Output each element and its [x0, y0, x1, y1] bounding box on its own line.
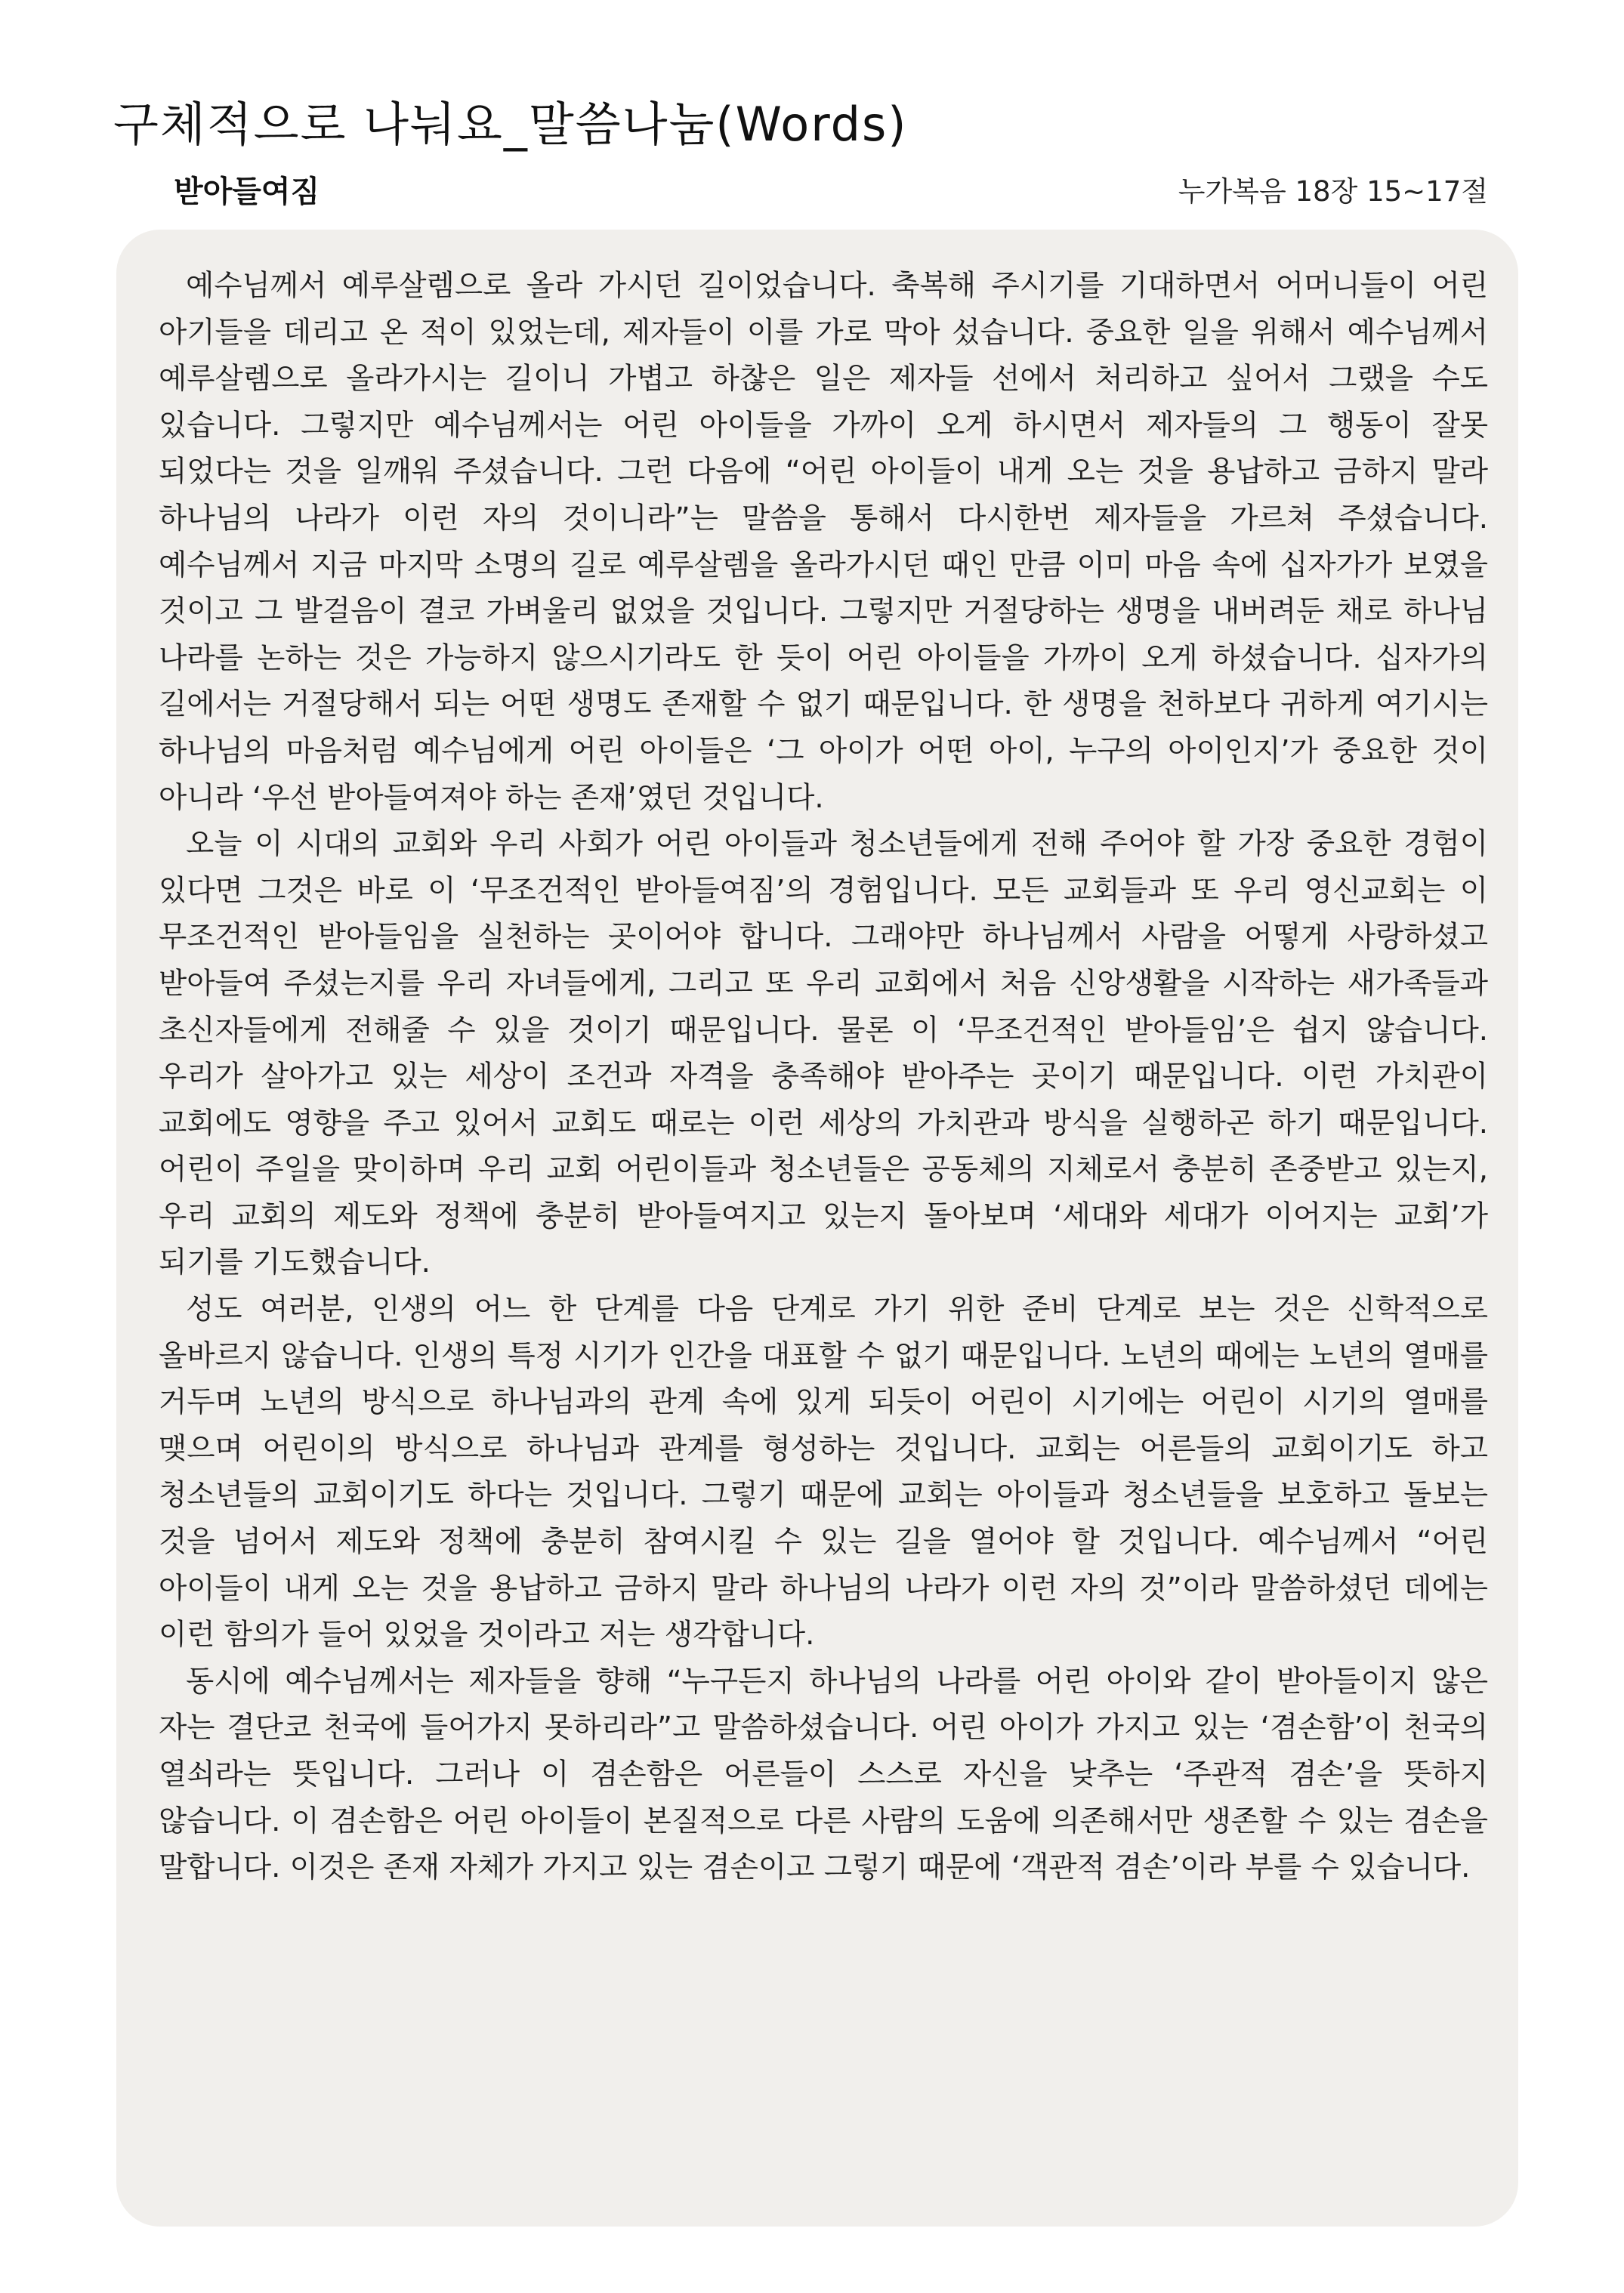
scripture-reference: 누가복음 18장 15~17절 [1178, 175, 1488, 208]
paragraph-4: 동시에 예수님께서는 제자들을 향해 “누구든지 하나님의 나라를 어린 아이와 같이 받아들이지 않은 자는 결단코 천국에 들어가지 못하리라”고 말씀하셨습니다. 어린 아이가 가지고 있는 ‘겸손함’이 천국의 열쇠라는 뜻입니다. 그러나 이 겸손함은 어른들이 스스로 자신을 낮추는 ‘주관적 겸손’을 뜻하지 않습니다. 이 겸손함은 어린 아이들이 본질적으로 다른 사람의 도움에 의존해서만 생존할 수 있는 겸손을 말합니다. 이것은 존재 자체가 가지고 있는 겸손이고 그렇기 때문에 ‘객관적 겸손’이라 부를 수 있습니다. [159, 1664, 1488, 1885]
paragraph-2: 오늘 이 시대의 교회와 우리 사회가 어린 아이들과 청소년들에게 전해 주어야 할 가장 중요한 경험이 있다면 그것은 바로 이 ‘무조건적인 받아들여짐’의 경험입니다. 모든 교회들과 또 우리 영신교회는 이 무조건적인 받아들임을 실천하는 곳이어야 합니다. 그래야만 하나님께서 사람을 어떻게 사랑하셨고 받아들여 주셨는지를 우리 자녀들에게, 그리고 또 우리 교회에서 처음 신앙생활을 시작하는 새가족들과 초신자들에게 전해줄 수 있을 것이기 때문입니다. 물론 이 ‘무조건적인 받아들임’은 쉽지 않습니다. 우리가 살아가고 있는 세상이 조건과 자격을 충족해야 받아주는 곳이기 때문입니다. 이런 가치관이 교회에도 영향을 주고 있어서 교회도 때로는 이런 세상의 가치관과 방식을 실행하곤 하기 때문입니다. 어린이 주일을 맞이하며 우리 교회 어린이들과 청소년들은 공동체의 지체로서 충분히 존중받고 있는지, 우리 교회의 제도와 정책에 충분히 받아들여지고 있는지 돌아보며 ‘세대와 세대가 이어지는 교회’가 되기를 기도했습니다. [159, 827, 1488, 1280]
sermon-text-box [116, 230, 1518, 2227]
page-header [113, 91, 1526, 159]
page-title: 구체적으로 나눠요_말씀나눔(Words) [113, 97, 908, 152]
sermon-title: 받아들여짐 [174, 174, 320, 209]
paragraph-1: 예수님께서 예루살렘으로 올라 가시던 길이었습니다. 축복해 주시기를 기대하면서 어머니들이 어린 아기들을 데리고 온 적이 있었는데, 제자들이 이를 가로 막아 섰습니다. 중요한 일을 위해서 예수님께서 예루살렘으로 올라가시는 길이니 가볍고 하찮은 일은 제자들 선에서 처리하고 싶어서 그랬을 수도 있습니다. 그렇지만 예수님께서는 어린 아이들을 가까이 오게 하시면서 제자들의 그 행동이 잘못 되었다는 것을 일깨워 주셨습니다. 그런 다음에 “어린 아이들이 내게 오는 것을 용납하고 금하지 말라 하나님의 나라가 이런 자의 것이니라”는 말씀을 통해서 다시한번 제자들을 가르쳐 주셨습니다. 예수님께서 지금 마지막 소명의 길로 예루살렘을 올라가시던 때인 만큼 이미 마음 속에 십자가가 보였을 것이고 그 발걸음이 결코 가벼울리 없었을 것입니다. 그렇지만 거절당하는 생명을 내버려둔 채로 하나님 나라를 논하는 것은 가능하지 않으시기라도 한 듯이 어린 아이들을 가까이 오게 하셨습니다. 십자가의 길에서는 거절당해서 되는 어떤 생명도 존재할 수 없기 때문입니다. 한 생명을 천하보다 귀하게 여기시는 하나님의 마음처럼 예수님에게 어린 아이들은 ‘그 아이가 어떤 아이, 누구의 아이인지’가 중요한 것이 아니라 ‘우선 받아들여져야 하는 존재’였던 것입니다. [159, 269, 1489, 815]
paragraph-3: 성도 여러분, 인생의 어느 한 단계를 다음 단계로 가기 위한 준비 단계로 보는 것은 신학적으로 올바르지 않습니다. 인생의 특정 시기가 인간을 대표할 수 없기 때문입니다. 노년의 때에는 노년의 열매를 거두며 노년의 방식으로 하나님과의 관계 속에 있게 되듯이 어린이 시기에는 어린이 시기의 열매를 맺으며 어린이의 방식으로 하나님과 관계를 형성하는 것입니다. 교회는 어른들의 교회이기도 하고 청소년들의 교회이기도 하다는 것입니다. 그렇기 때문에 교회는 아이들과 청소년들을 보호하고 돌보는 것을 넘어서 제도와 정책에 충분히 참여시킬 수 있는 길을 열어야 할 것입니다. 예수님께서 “어린 아이들이 내게 오는 것을 용납하고 금하지 말라 하나님의 나라가 이런 자의 것”이라 말씀하셨던 데에는 이런 함의가 들어 있었을 것이라고 저는 생각합니다. [159, 1292, 1488, 1653]
sermon-subheader [174, 169, 1488, 214]
